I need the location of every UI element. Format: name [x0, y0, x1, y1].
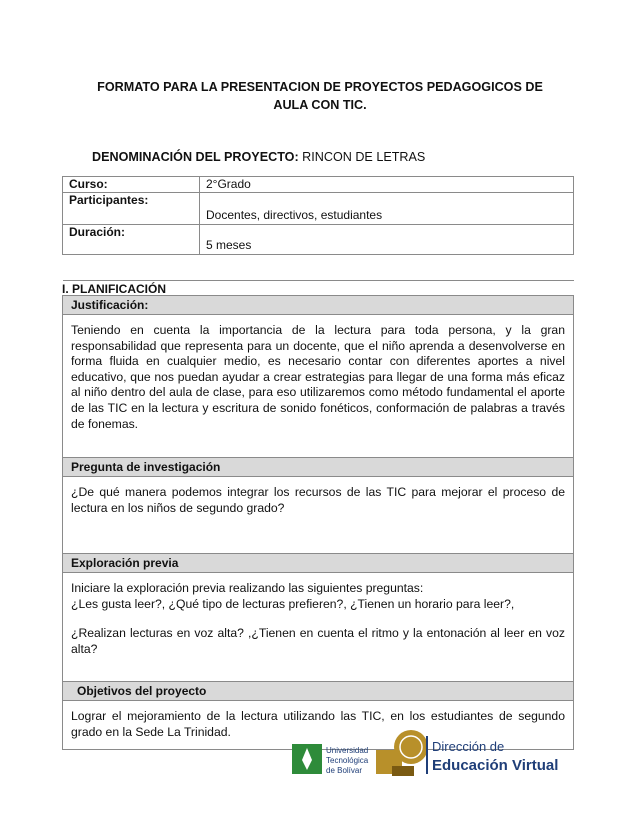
planning-table [62, 280, 574, 750]
info-table [62, 176, 574, 255]
participants-label: Participantes: [63, 193, 200, 225]
exploration-line-2: ¿Les gusta leer?, ¿Qué tipo de lecturas prefieren?, ¿Tienen un horario para leer?, [71, 596, 515, 611]
duration-value: 5 meses [200, 225, 574, 255]
virtual-education-logo [426, 736, 558, 774]
exploration-body [63, 573, 574, 682]
utb-logo [292, 744, 369, 775]
seal-icon [394, 730, 428, 764]
denomination-value: RINCON DE LETRAS [302, 150, 426, 164]
participants-value: Docentes, directivos, estudiantes [200, 193, 574, 225]
dir-line-1: Dirección de [432, 739, 505, 754]
seal-logo [376, 730, 428, 776]
exploration-header: Exploración previa [63, 554, 574, 573]
dir-line-2: Educación Virtual [432, 757, 559, 774]
course-label: Curso: [63, 177, 200, 193]
question-text: ¿De qué manera podemos integrar los recursos de las TIC para mejorar el proceso de lectura en los niños de segundo grado? [63, 477, 574, 554]
title-line-2: AULA CON TIC. [273, 98, 367, 112]
document-title [80, 78, 560, 114]
section-planning-title: I. PLANIFICACIÓN [62, 282, 166, 296]
exploration-line-1: Iniciare la exploración previa realizando las siguientes preguntas: [71, 581, 424, 595]
exploration-line-3: ¿Realizan lecturas en voz alta? ,¿Tienen en cuenta el ritmo y la entonación al leer en voz alta? [71, 626, 565, 656]
seal-base [392, 766, 414, 776]
course-value: 2°Grado [200, 177, 574, 193]
divider-bar [426, 736, 428, 774]
question-header: Pregunta de investigación [63, 458, 574, 477]
duration-label: Duración: [63, 225, 200, 255]
univ-line-3: de Bolívar [326, 766, 363, 775]
project-denomination [92, 150, 425, 164]
objectives-header: Objetivos del proyecto [63, 682, 574, 701]
denomination-label: DENOMINACIÓN DEL PROYECTO: [92, 150, 299, 164]
footer-logos [292, 726, 559, 782]
univ-line-2: Tecnológica [326, 756, 369, 765]
justification-header: Justificación: [63, 296, 574, 315]
univ-line-1: Universidad [326, 746, 369, 755]
title-line-1: FORMATO PARA LA PRESENTACION DE PROYECTOS PEDAGOGICOS DE [97, 80, 543, 94]
justification-text: Teniendo en cuenta la importancia de la lectura para toda persona, y la gran responsabilidad que representa para un docente, que el niño aprenda a desenvolverse en forma fluida en cualquier medio, es necesario contar con diferentes aportes a nivel educativo, que nos puedan ayudar a crear estrategias para llegar de una forma más eficaz al niño dentro del aula de clase, para eso utilizaremos como método fundamental el aporte de las TIC en la lectura y escritura de sonido fonéticos, conformación de palabras a través de fonemas. [63, 315, 574, 458]
objectives-text: Lograr el mejoramiento de la lectura utilizando las TIC, en los estudiantes de segundo grado en la Sede La Trinidad. [63, 701, 574, 750]
